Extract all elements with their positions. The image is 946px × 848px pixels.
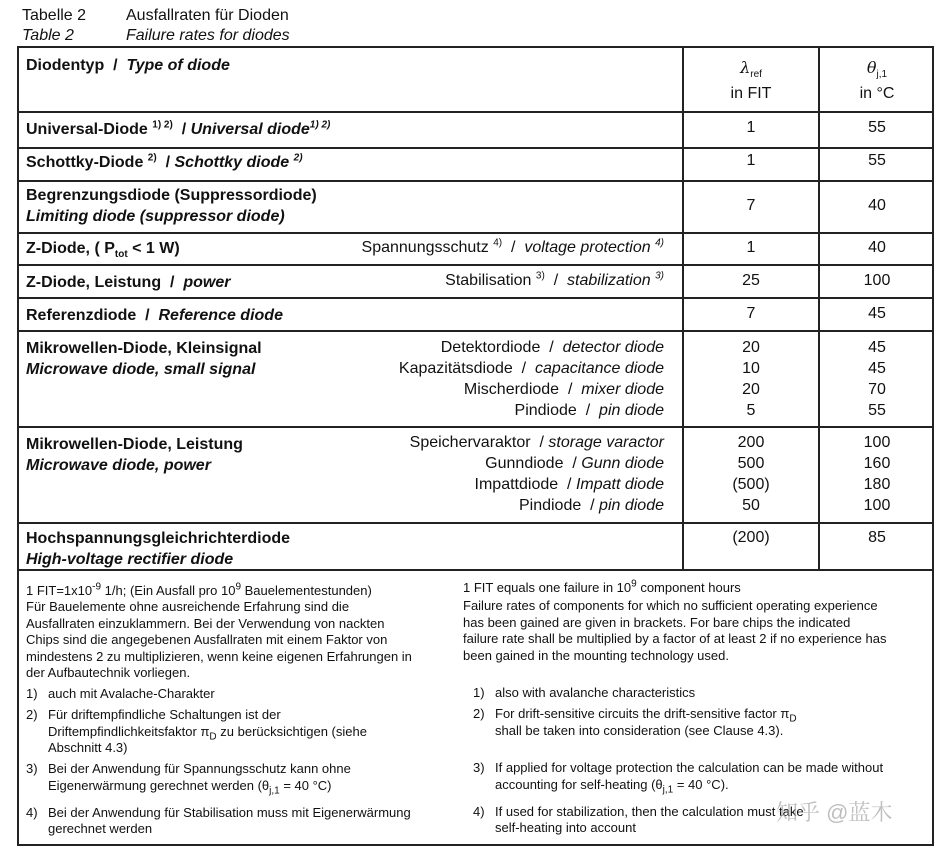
row-divider <box>17 147 934 149</box>
row-hv-type-de: Hochspannungsgleichrichterdiode <box>26 530 291 547</box>
row-universal-lambda: 1 <box>746 119 756 136</box>
group-small-lambda: 20 <box>742 381 760 398</box>
separator: / <box>572 455 577 472</box>
group-power-item <box>485 454 664 474</box>
note-de-line: Chips sind die angegebenen Ausfallraten mit einem Faktor von <box>26 632 388 647</box>
row-de: Referenzdiode <box>26 307 137 324</box>
item-de: Detektordiode <box>440 339 541 356</box>
footnote-text: zu berücksichtigen (siehe <box>216 723 367 739</box>
row-schottky-theta: 55 <box>868 152 886 169</box>
separator: / <box>553 272 559 289</box>
item-en: Gunn diode <box>581 455 664 472</box>
application-en: voltage protection <box>524 239 651 256</box>
footnote-text: If used for stabilization, then the calculation must take <box>495 804 804 819</box>
row-zdiode-theta: 40 <box>868 239 886 256</box>
group-power-lambda: (500) <box>732 476 770 493</box>
footnote-number: 2) <box>26 707 38 722</box>
item-en: storage varactor <box>548 434 664 451</box>
caption-en-number: Table 2 <box>22 27 74 44</box>
caption-de-number: Tabelle 2 <box>22 7 87 24</box>
footnote-ref: 1) 2) <box>309 119 331 131</box>
item-de: Speichervaraktor <box>409 434 531 451</box>
row-de-tail: < 1 W) <box>132 240 180 257</box>
note-de-line: Ausfallraten einzuklammern. Bei der Verwendung von nackten <box>26 615 385 631</box>
footnote-de-3-line2 <box>26 778 332 795</box>
footnote-text: Bei der Anwendung für Stabilisation muss mit Eigenerwärmung <box>48 805 411 820</box>
theta-subscript: j,1 <box>662 784 674 796</box>
footnote-ref: 3) <box>535 270 545 282</box>
note-de-line: Für Bauelemente ohne ausreichende Erfahrung sind die <box>26 599 350 614</box>
footnote-ref: 4) <box>655 237 664 249</box>
footnote-text: accounting for self-heating (θ <box>495 777 663 792</box>
row-divider <box>17 297 934 299</box>
row-divider <box>17 522 934 524</box>
row-divider <box>17 330 934 332</box>
group-power-en: Microwave diode, power <box>26 457 211 474</box>
footnote-ref: 2) <box>147 152 157 164</box>
row-hv-lambda: (200) <box>732 529 770 546</box>
theta-symbol: θ <box>866 58 877 77</box>
group-power-lambda: 50 <box>742 497 760 514</box>
footnote-de-3 <box>26 761 351 778</box>
footnote-ref: 3) <box>655 270 664 282</box>
footnote-de-2-line3: Abschnitt 4.3) <box>48 740 128 755</box>
row-de: Z-Diode, Leistung <box>26 274 162 291</box>
item-en: detector diode <box>562 339 664 356</box>
theta-subscript: j,1 <box>876 69 888 81</box>
p-subscript: tot <box>114 249 128 261</box>
group-power-de: Mikrowellen-Diode, Leistung <box>26 436 243 453</box>
row-limiting-type-de: Begrenzungsdiode (Suppressordiode) <box>26 187 317 204</box>
note-en-line: failure rate shall be multiplied by a factor of at least 2 if no experience has <box>463 631 887 646</box>
row-limiting-lambda: 7 <box>746 197 756 214</box>
header-lambda-unit: in FIT <box>730 85 772 102</box>
row-de: Universal-Diode <box>26 121 148 138</box>
note-en-line: has been gained are given in brackets. For bare chips the indicated <box>463 614 851 630</box>
footnote-text: For drift-sensitive circuits the drift-sensitive factor π <box>495 706 790 721</box>
footnote-ref: 2) <box>293 152 303 164</box>
item-de: Impattdiode <box>474 476 559 493</box>
group-power-theta: 180 <box>863 476 891 493</box>
group-power-theta: 100 <box>863 497 891 514</box>
footnote-de-2 <box>26 707 281 724</box>
row-zpower-lambda: 25 <box>742 272 760 289</box>
footnote-ref: 1) 2) <box>152 119 173 131</box>
header-type-de: Diodentyp <box>26 57 105 74</box>
footnote-text: auch mit Avalache-Charakter <box>48 686 215 701</box>
row-divider <box>17 264 934 266</box>
row-en: power <box>183 274 231 291</box>
footnote-en-2-line2: shall be taken into consideration (see Clause 4.3). <box>495 722 784 738</box>
footnote-text: Driftempfindlichkeitsfaktor π <box>48 723 210 739</box>
footnote-number: 3) <box>473 760 485 775</box>
header-type-cell <box>26 56 230 76</box>
row-zpower-theta: 100 <box>863 272 891 289</box>
footnote-text: Bei der Anwendung für Spannungsschutz kann ohne <box>48 761 351 776</box>
group-small-item <box>399 359 664 379</box>
footnote-de-4-line2: gerechnet werden <box>48 821 153 836</box>
row-de: Schottky-Diode <box>26 154 144 171</box>
group-small-lambda: 10 <box>742 360 760 377</box>
row-universal-theta: 55 <box>868 119 886 136</box>
fit-de-b: 1/h; (Ein Ausfall pro 10 <box>101 583 236 598</box>
row-reference-lambda: 7 <box>746 305 756 322</box>
item-de: Pindiode <box>514 402 577 419</box>
item-de: Kapazitätsdiode <box>398 360 513 377</box>
row-hv-type-en: High-voltage rectifier diode <box>26 551 234 568</box>
group-small-lambda: 20 <box>742 339 760 356</box>
row-zdiode-type <box>26 239 180 259</box>
fit-en-exp: 9 <box>631 578 637 590</box>
row-divider <box>17 180 934 182</box>
group-small-theta: 55 <box>868 402 886 419</box>
fit-en-b: component hours <box>636 580 741 595</box>
separator: / <box>113 57 118 74</box>
footnote-number: 4) <box>26 805 38 820</box>
fit-de-exp: -9 <box>92 581 102 593</box>
pi-subscript: D <box>209 731 217 743</box>
group-power-item <box>475 475 664 495</box>
row-zdiode-lambda: 1 <box>746 239 756 256</box>
separator: / <box>585 402 591 419</box>
footnote-text: = 40 °C) <box>279 778 332 793</box>
fit-de-a: 1 FIT=1x10 <box>26 583 93 598</box>
group-small-signal-de: Mikrowellen-Diode, Kleinsignal <box>26 340 262 357</box>
footnote-number: 4) <box>473 804 485 819</box>
footnote-en-3 <box>473 760 883 777</box>
header-theta-unit: in °C <box>859 85 895 102</box>
separator: / <box>539 434 544 451</box>
group-power-item <box>410 433 664 453</box>
header-lambda <box>684 58 818 79</box>
separator: / <box>165 154 171 171</box>
group-small-theta: 70 <box>868 381 886 398</box>
row-schottky-lambda: 1 <box>746 152 756 169</box>
group-small-item <box>464 380 664 400</box>
group-power-lambda: 200 <box>737 434 765 451</box>
group-power-theta: 100 <box>863 434 891 451</box>
footnote-en-1 <box>473 685 695 702</box>
row-hv-theta: 85 <box>868 529 886 546</box>
row-schottky-type <box>26 153 303 173</box>
row-reference-theta: 45 <box>868 305 886 322</box>
footnote-number: 3) <box>26 761 38 776</box>
fit-en-a: 1 FIT equals one failure in 10 <box>463 580 632 595</box>
footnote-de-4 <box>26 805 411 822</box>
theta-subscript: j,1 <box>269 785 280 797</box>
caption-en <box>22 27 290 45</box>
row-reference-type <box>26 306 283 326</box>
item-de: Mischerdiode <box>463 381 560 398</box>
row-en: Schottky diode <box>174 154 290 171</box>
row-zpower-type <box>26 273 230 293</box>
watermark: 知乎 @蓝木 <box>776 800 893 825</box>
footnote-en-4 <box>473 804 804 821</box>
footnote-text: Für driftempfindliche Schaltungen ist der <box>48 707 281 722</box>
footnote-ref: 4) <box>493 237 503 249</box>
application-de: Spannungsschutz <box>361 239 489 256</box>
row-divider <box>17 426 934 428</box>
fit-de-exp2: 9 <box>235 581 242 593</box>
footnote-en-4-line2: self-heating into account <box>495 820 636 835</box>
group-power-lambda: 500 <box>737 455 765 472</box>
note-de-line: mindestens 2 zu multiplizieren, wenn keine eigenen Erfahrungen in <box>26 648 412 664</box>
pi-subscript: D <box>789 713 797 725</box>
separator: / <box>567 381 573 398</box>
note-de-fit <box>26 583 372 600</box>
application-en: stabilization <box>567 272 651 289</box>
row-de: Z-Diode, ( P <box>26 240 115 257</box>
row-universal-type <box>26 120 330 140</box>
caption-de <box>22 7 289 25</box>
note-en-line: been gained in the mounting technology used. <box>463 647 729 663</box>
footnote-de-2-line2 <box>26 724 367 741</box>
separator: / <box>590 497 595 514</box>
row-zpower-application <box>445 271 664 291</box>
group-small-item <box>441 338 664 358</box>
note-de-line: der Aufbautechnik vorliegen. <box>26 665 191 680</box>
item-de: Gunndiode <box>485 455 564 472</box>
footnote-text: Eigenerwärmung gerechnet werden (θ <box>48 778 270 793</box>
footnote-number: 2) <box>473 706 485 721</box>
footnote-number: 1) <box>473 685 485 700</box>
group-small-theta: 45 <box>868 339 886 356</box>
row-en: Reference diode <box>158 307 283 324</box>
footnote-number: 1) <box>26 686 38 701</box>
footnote-text: If applied for voltage protection the calculation can be made without <box>495 760 884 775</box>
item-en: mixer diode <box>581 381 664 398</box>
application-de: Stabilisation <box>445 272 532 289</box>
item-en: pin diode <box>599 402 664 419</box>
footnote-en-2 <box>473 706 797 723</box>
fit-de-c: Bauelementestunden) <box>241 583 372 598</box>
note-en-fit <box>463 580 741 597</box>
group-power-item <box>519 496 664 516</box>
footnote-de-1 <box>26 686 215 703</box>
lambda-subscript: ref <box>750 69 762 81</box>
separator: / <box>567 476 572 493</box>
group-small-item <box>515 401 664 421</box>
separator: / <box>510 239 516 256</box>
caption-de-title: Ausfallraten für Dioden <box>126 7 289 24</box>
note-en-line: Failure rates of components for which no sufficient operating experience <box>463 598 878 613</box>
row-divider <box>17 232 934 234</box>
item-en: pin diode <box>599 497 664 514</box>
separator: / <box>549 339 554 356</box>
group-power-theta: 160 <box>863 455 891 472</box>
footnote-text: = 40 °C). <box>673 777 729 792</box>
caption-en-title: Failure rates for diodes <box>126 27 290 44</box>
item-en: Impatt diode <box>575 476 664 493</box>
row-limiting-type-en: Limiting diode (suppressor diode) <box>26 208 285 225</box>
group-small-theta: 45 <box>868 360 886 377</box>
item-de: Pindiode <box>518 497 582 514</box>
footnote-text: also with avalanche characteristics <box>495 685 696 700</box>
row-en: Universal diode <box>190 121 310 138</box>
group-small-signal-en: Microwave diode, small signal <box>26 361 256 378</box>
separator: / <box>145 307 150 324</box>
separator: / <box>181 121 187 138</box>
separator: / <box>521 360 527 377</box>
lambda-symbol: λ <box>740 58 751 77</box>
item-en: capacitance diode <box>535 360 664 377</box>
header-divider <box>17 111 934 113</box>
header-theta <box>820 58 934 79</box>
separator: / <box>170 274 175 291</box>
group-small-lambda: 5 <box>746 402 756 419</box>
header-type-en: Type of diode <box>126 57 230 74</box>
row-limiting-theta: 40 <box>868 197 886 214</box>
footnote-en-3-line2 <box>473 777 729 794</box>
row-zdiode-application <box>362 238 664 258</box>
